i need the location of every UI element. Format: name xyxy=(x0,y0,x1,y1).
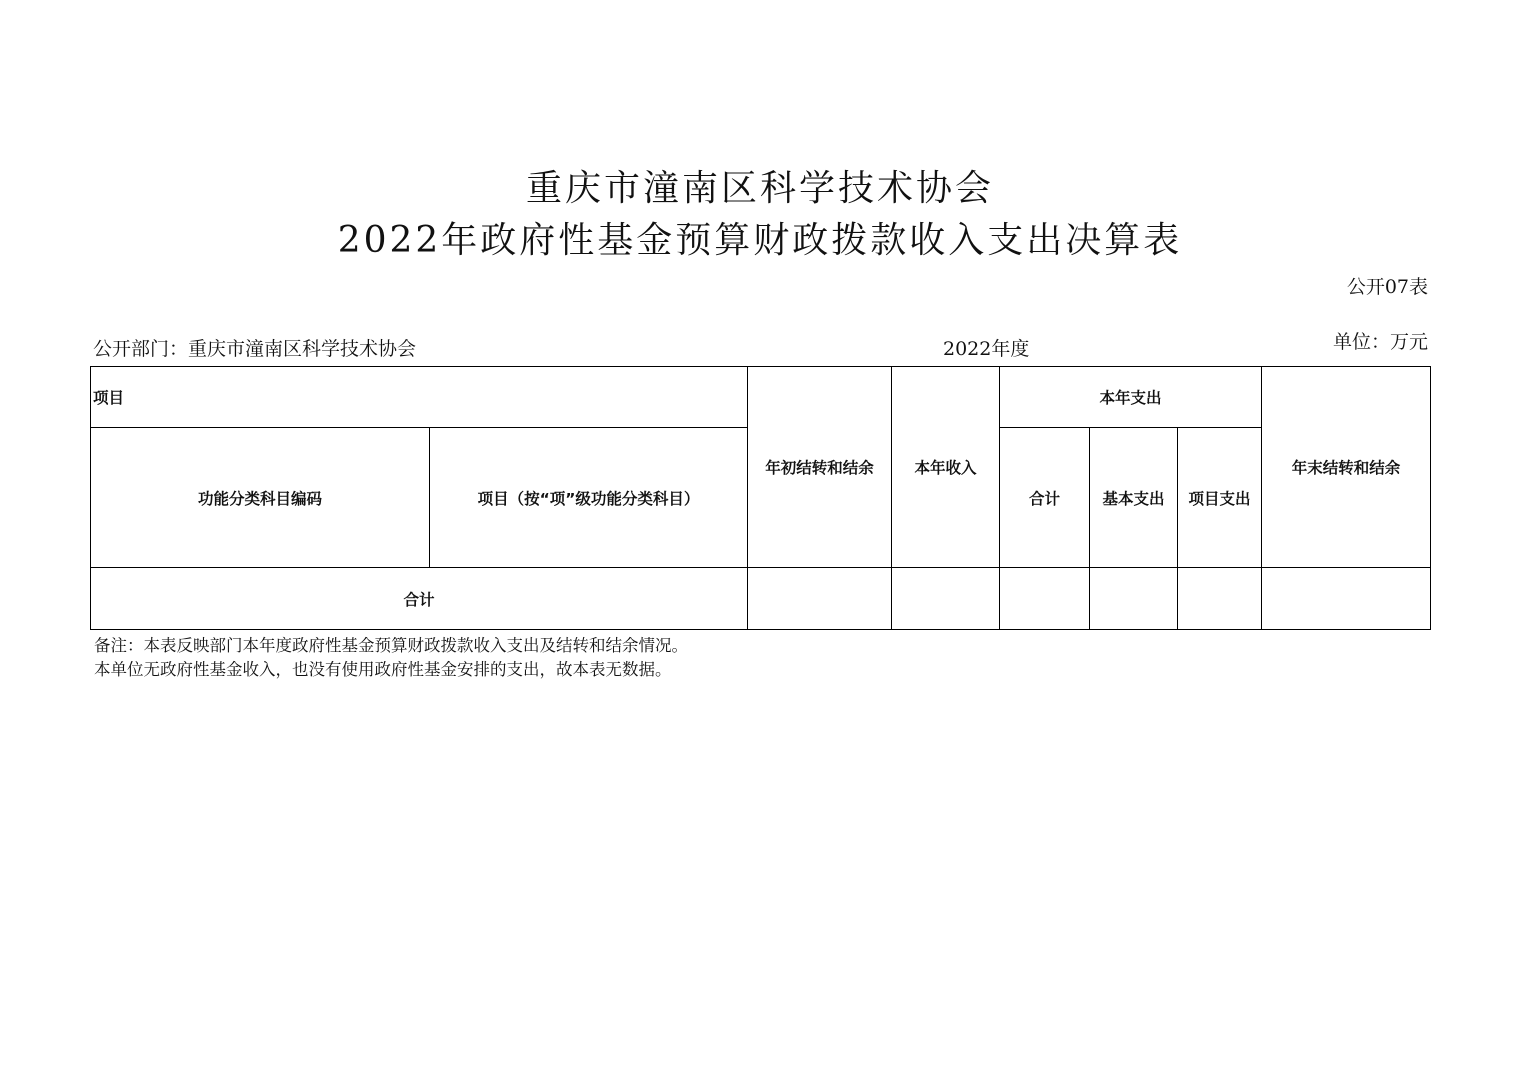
total-expense-project xyxy=(1178,568,1262,630)
unit-label: 单位：万元 xyxy=(1332,331,1428,353)
total-expense-basic xyxy=(1090,568,1178,630)
document-title-line1: 重庆市潼南区科学技术协会 xyxy=(525,168,994,209)
total-end-balance xyxy=(1262,568,1431,630)
total-begin-balance xyxy=(748,568,892,630)
header-expense-group: 本年支出 xyxy=(1000,367,1262,428)
header-expense-total: 合计 xyxy=(1000,428,1090,568)
budget-table xyxy=(90,366,1431,630)
header-expense-basic: 基本支出 xyxy=(1090,428,1178,568)
document-title-line2: 2022年政府性基金预算财政拨款收入支出决算表 xyxy=(337,220,1183,261)
total-row xyxy=(91,568,1431,630)
header-row-1 xyxy=(91,367,1431,428)
total-income xyxy=(892,568,1000,630)
total-expense-total xyxy=(1000,568,1090,630)
header-begin-balance: 年初结转和结余 xyxy=(748,367,892,568)
header-income: 本年收入 xyxy=(892,367,1000,568)
total-row-label: 合计 xyxy=(91,568,748,630)
fiscal-year: 2022年度 xyxy=(943,338,1030,360)
header-project: 项目 xyxy=(91,367,748,428)
department-label: 公开部门：重庆市潼南区科学技术协会 xyxy=(93,338,417,360)
header-item: 项目（按“项”级功能分类科目） xyxy=(430,428,748,568)
header-end-balance: 年末结转和结余 xyxy=(1262,367,1431,568)
header-code: 功能分类科目编码 xyxy=(91,428,430,568)
header-expense-project: 项目支出 xyxy=(1178,428,1262,568)
note-line1: 备注：本表反映部门本年度政府性基金预算财政拨款收入支出及结转和结余情况。 xyxy=(94,636,688,655)
note-line2: 本单位无政府性基金收入，也没有使用政府性基金安排的支出，故本表无数据。 xyxy=(94,660,672,679)
table-number: 公开07表 xyxy=(1346,276,1428,298)
